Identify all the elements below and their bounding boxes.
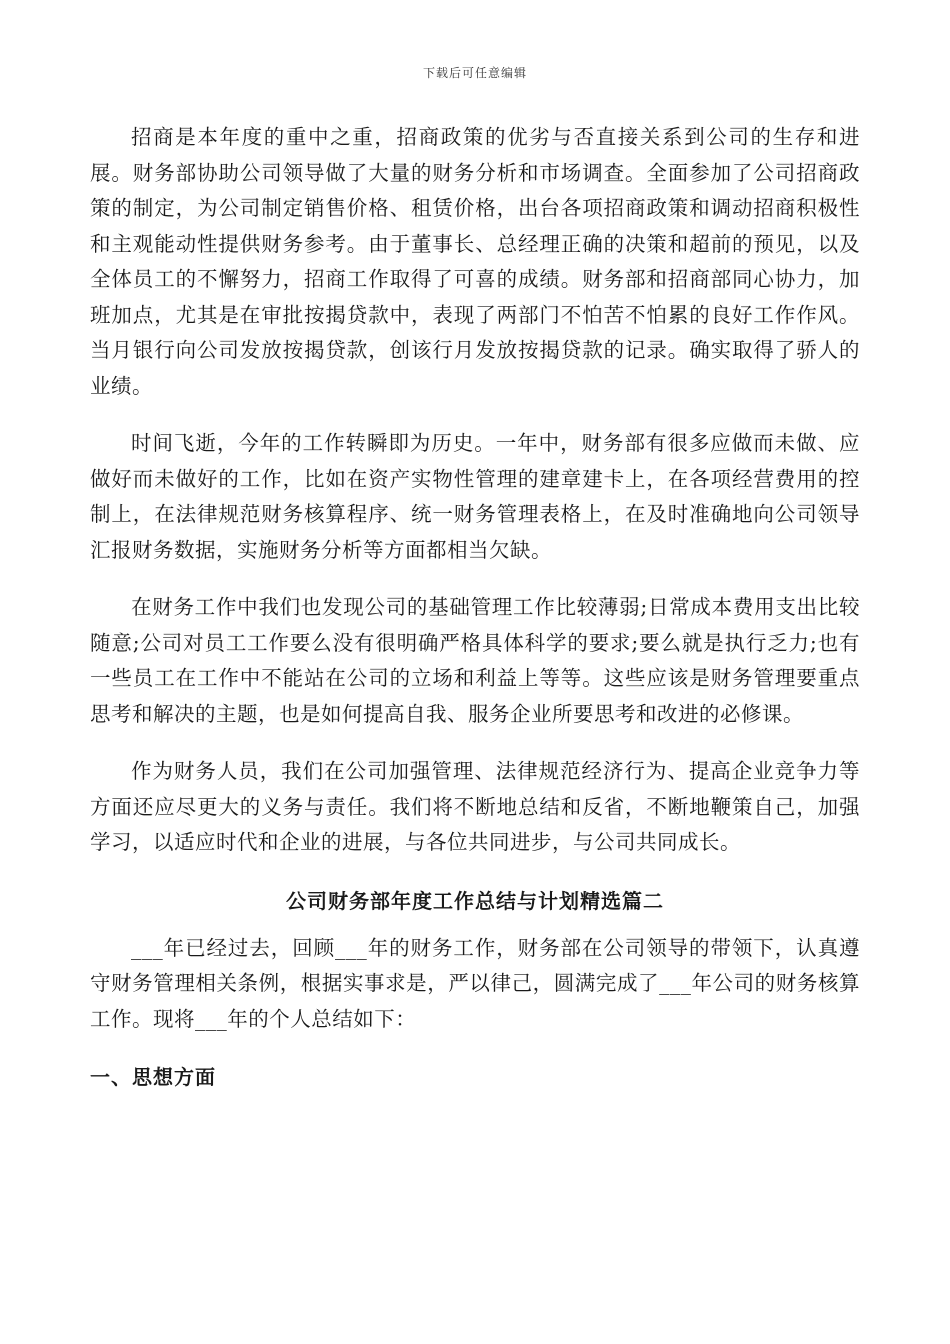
paragraph-responsibility: 作为财务人员，我们在公司加强管理、法律规范经济行为、提高企业竞争力等方面还应尽更大的义务与责任。我们将不断地总结和反省，不断地鞭策自己，加强学习，以适应时代和企业的进展，与各位共同进步，与公司共同成长。 bbox=[90, 759, 860, 854]
paragraph-investment: 招商是本年度的重中之重，招商政策的优劣与否直接关系到公司的生存和进展。财务部协助公司领导做了大量的财务分析和市场调查。全面参加了公司招商政策的制定，为公司制定销售价格、租赁价格，出台各项招商政策和调动招商积极性和主观能动性提供财务参考。由于董事长、总经理正确的决策和超前的预见，以及全体员工的不懈努力，招商工作取得了可喜的成绩。财务部和招商部同心协力，加班加点，尤其是在审批按揭贷款中，表现了两部门不怕苦不怕累的良好工作作风。当月银行向公司发放按揭贷款，创该行月发放按揭贷款的记录。确实取得了骄人的业绩。 bbox=[90, 125, 860, 398]
document-body bbox=[90, 120, 860, 1095]
heading-thought: 一、思想方面 bbox=[90, 1065, 216, 1089]
paragraph-management-issues: 在财务工作中我们也发现公司的基础管理工作比较薄弱;日常成本费用支出比较随意;公司对员工工作要么没有很明确严格具体科学的要求;要么就是执行乏力;也有一些员工在工作中不能站在公司的立场和利益上等等。这些应该是财务管理要重点思考和解决的主题，也是如何提高自我、服务企业所要思考和改进的必修课。 bbox=[90, 595, 860, 726]
header-note: 下载后可任意编辑 bbox=[422, 66, 527, 80]
paragraph-intro: ___年已经过去，回顾___年的财务工作，财务部在公司领导的带领下，认真遵守财务管理相关条例，根据实事求是，严以律己，圆满完成了___年公司的财务核算工作。现将___年的个人总结如下： bbox=[90, 935, 860, 1031]
section-title: 公司财务部年度工作总结与计划精选篇二 bbox=[286, 888, 664, 913]
paragraph-shortcomings: 时间飞逝，今年的工作转瞬即为历史。一年中，财务部有很多应做而未做、应做好而未做好的工作，比如在资产实物性管理的建章建卡上，在各项经营费用的控制上，在法律规范财务核算程序、统一财务管理表格上，在及时准确地向公司领导汇报财务数据，实施财务分析等方面都相当欠缺。 bbox=[90, 431, 860, 562]
